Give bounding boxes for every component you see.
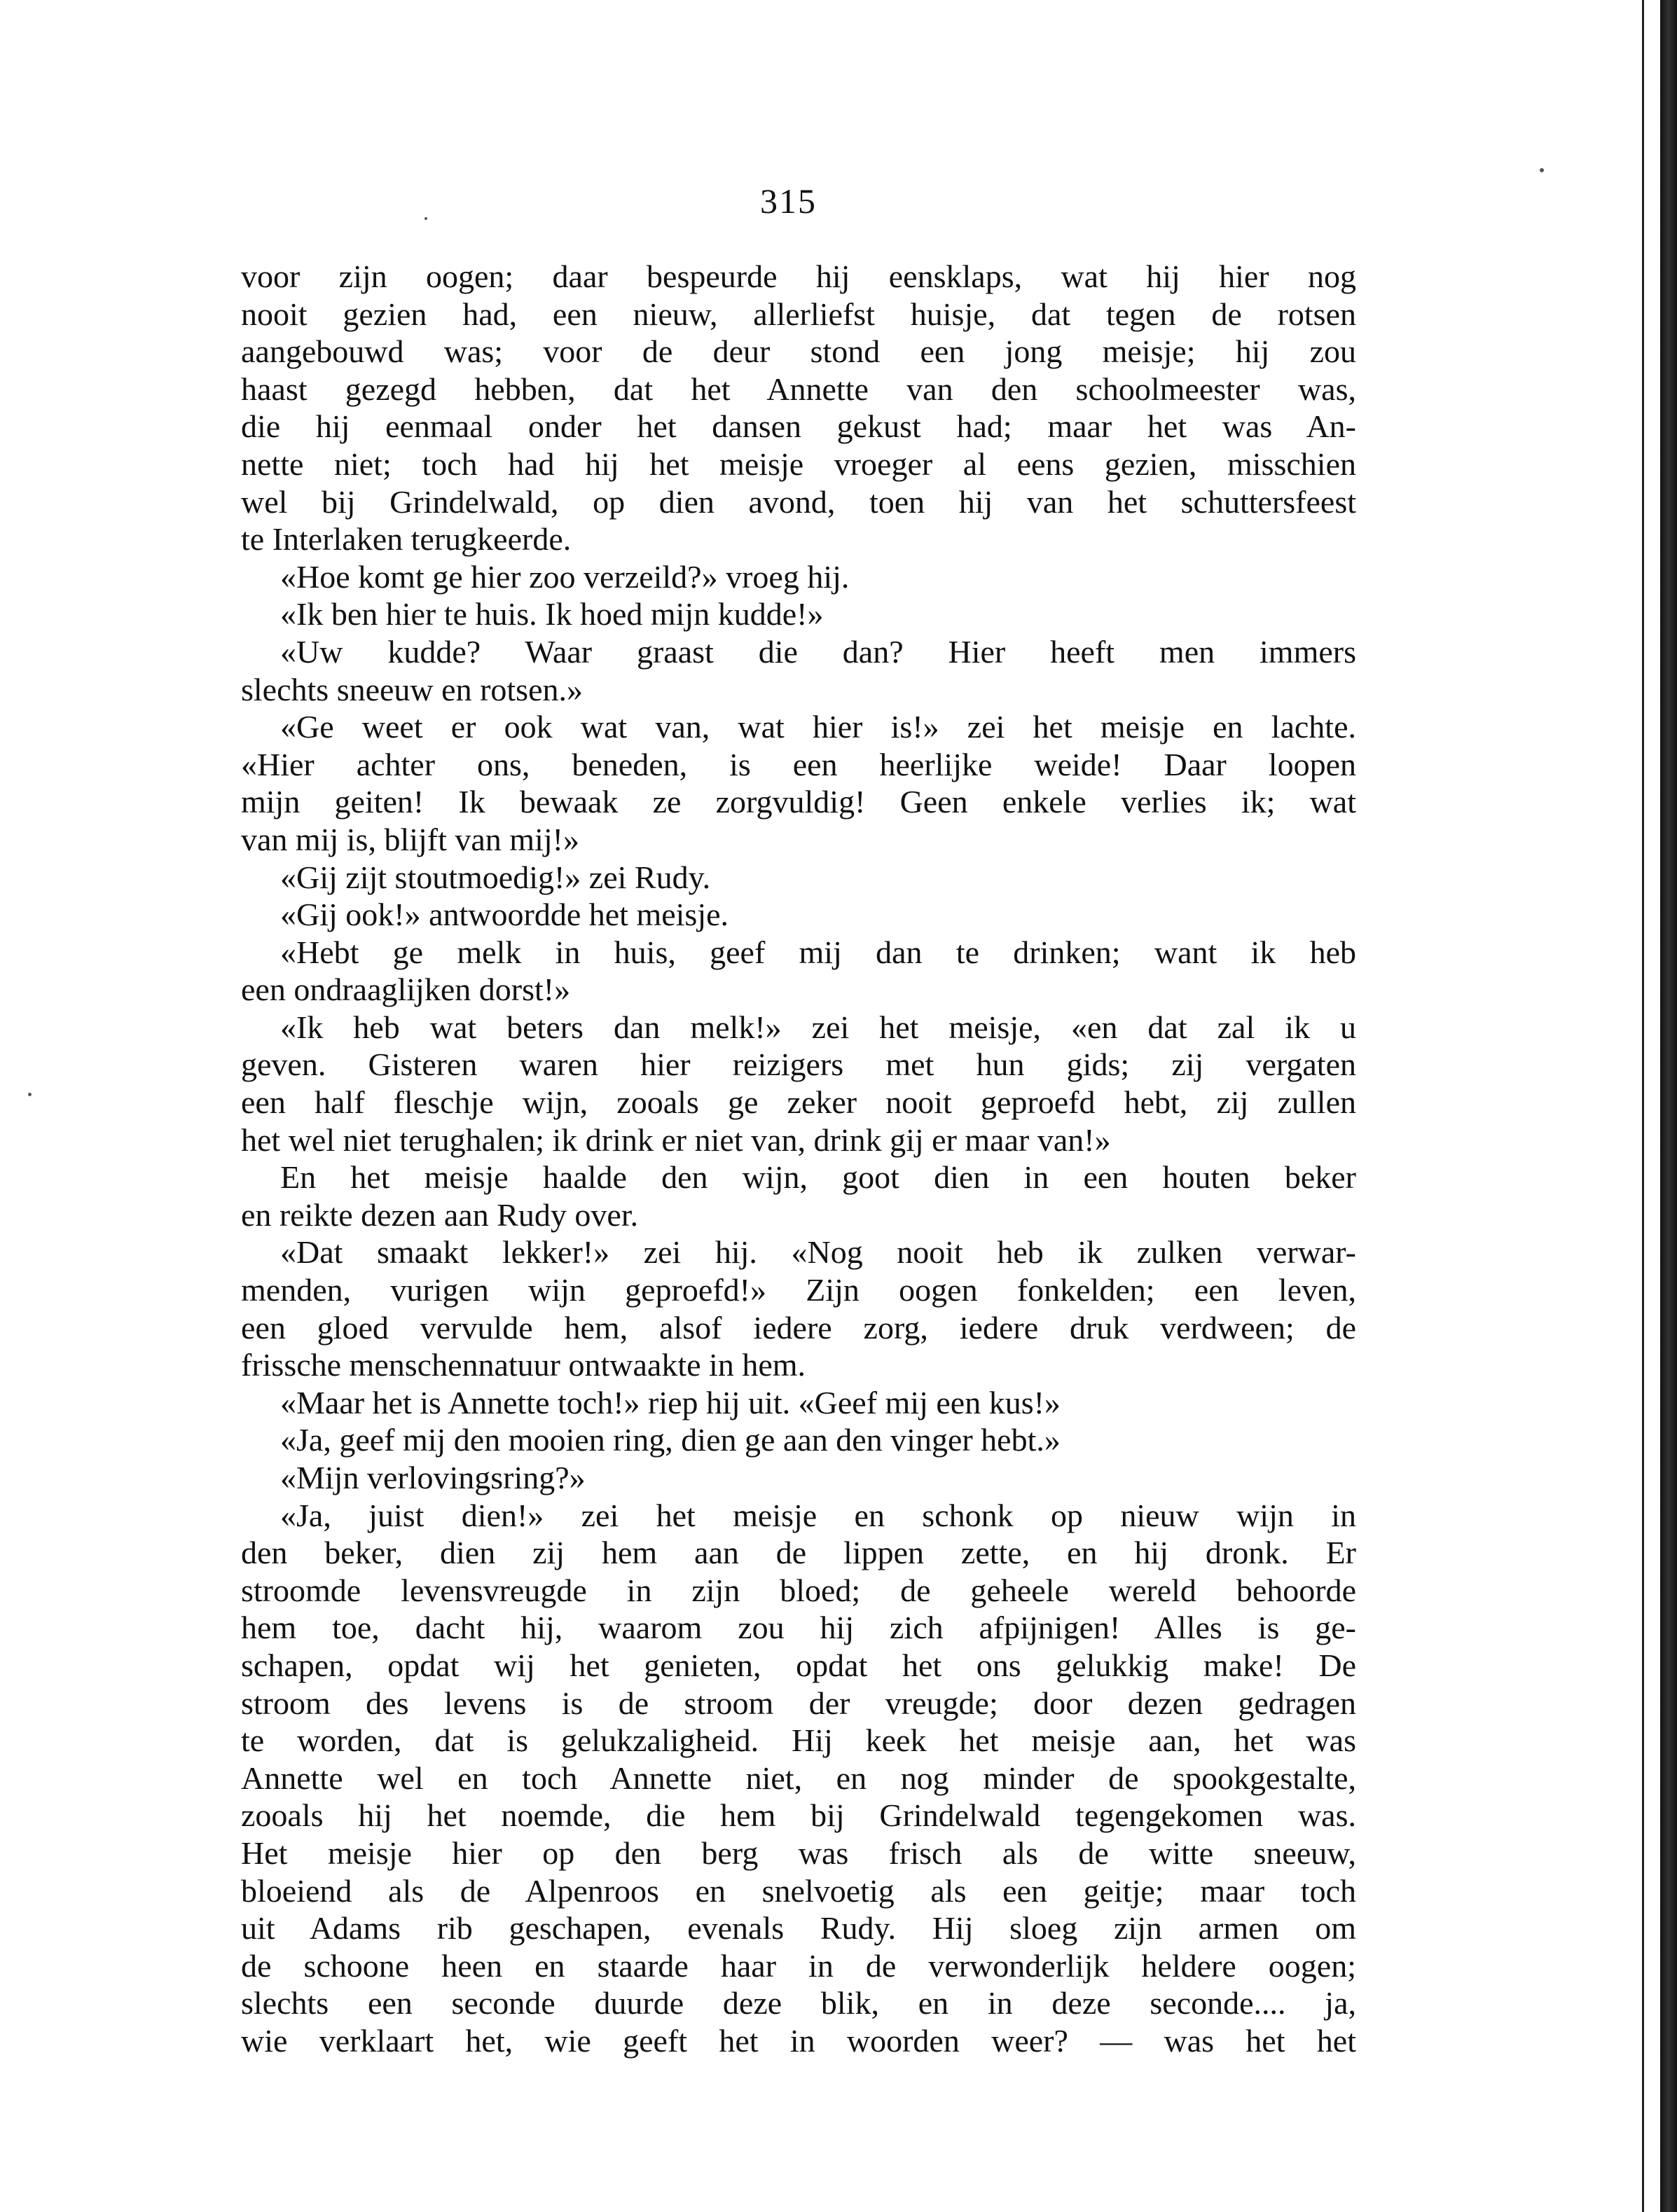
text-line: te worden, dat is gelukzaligheid. Hij keek het meisje aan, het was (241, 1722, 1356, 1759)
text-line: den beker, dien zij hem aan de lippen zette, en hij dronk. Er (241, 1535, 1356, 1571)
text-line: nette niet; toch had hij het meisje vroeger al eens gezien, misschien (241, 445, 1356, 482)
text-line: een half fleschje wijn, zooals ge zeker nooit geproefd hebt, zij zullen (241, 1084, 1356, 1121)
text-line: «Mijn verlovingsring?» (280, 1460, 586, 1495)
text-line: slechts een seconde duurde deze blik, en in deze seconde.... ja, (241, 1985, 1356, 2021)
text-line: een gloed vervulde hem, alsof iedere zorg, iedere druk verdween; de (241, 1309, 1356, 1346)
text-line: «Hoe komt ge hier zoo verzeild?» vroeg hij. (280, 558, 850, 595)
text-line: «Ik ben hier te huis. Ik hoed mijn kudde!» (280, 596, 824, 633)
text-line: menden, vurigen wijn geproefd!» Zijn oogen fonkelden; een leven, (241, 1272, 1356, 1308)
text-line: «Hebt ge melk in huis, geef mij dan te drinken; want ik heb (280, 934, 1356, 970)
text-line: «Ja, juist dien!» zei het meisje en schonk op nieuw wijn in (280, 1497, 1356, 1533)
text-line: «Gij zijt stoutmoedig!» zei Rudy. (280, 859, 711, 895)
text-line: wie verklaart het, wie geeft het in woorden weer? — was het het (241, 2022, 1356, 2059)
text-line: mijn geiten! Ik bewaak ze zorgvuldig! Geen enkele verlies ik; wat (241, 784, 1356, 820)
text-line: uit Adams rib geschapen, evenals Rudy. Hij sloeg zijn armen om (241, 1910, 1356, 1947)
text-line: En het meisje haalde den wijn, goot dien in een houten beker (280, 1159, 1356, 1196)
page-number: 315 (760, 181, 817, 221)
text-line: «Hier achter ons, beneden, is een heerlijke weide! Daar loopen (241, 746, 1356, 782)
text-line: «Ge weet er ook wat van, wat hier is!» zei het meisje en lachte. (280, 709, 1356, 745)
text-line: wel bij Grindelwald, op dien avond, toen hij van het schuttersfeest (241, 483, 1356, 520)
text-line: Annette wel en toch Annette niet, en nog minder de spookgestalte, (241, 1760, 1356, 1796)
text-line: «Uw kudde? Waar graast die dan? Hier heeft men immers (280, 633, 1356, 670)
text-line: schapen, opdat wij het genieten, opdat het ons gelukkig make! De (241, 1647, 1356, 1683)
text-line: voor zijn oogen; daar bespeurde hij eensklaps, wat hij hier nog (241, 258, 1356, 294)
text-line: hem toe, dacht hij, waarom zou hij zich afpijnigen! Alles is ge- (241, 1610, 1356, 1646)
text-line: die hij eenmaal onder het dansen gekust had; maar het was An- (241, 408, 1356, 445)
text-line: aangebouwd was; voor de deur stond een jong meisje; hij zou (241, 333, 1356, 370)
text-line: nooit gezien had, een nieuw, allerliefst huisje, dat tegen de rotsen (241, 296, 1356, 332)
scan-speck (28, 1093, 32, 1096)
scan-speck (425, 217, 427, 220)
text-line: bloeiend als de Alpenroos en snelvoetig als een geitje; maar toch (241, 1872, 1356, 1909)
text-line: «Gij ook!» antwoordde het meisje. (280, 897, 729, 933)
text-line: frissche menschennatuur ontwaakte in hem. (241, 1347, 806, 1383)
text-line: stroomde levensvreugde in zijn bloed; de geheele wereld behoorde (241, 1572, 1356, 1608)
text-line: haast gezegd hebben, dat het Annette van den schoolmeester was, (241, 371, 1356, 407)
text-line: zooals hij het noemde, die hem bij Grindelwald tegengekomen was. (241, 1797, 1356, 1834)
text-line: «Maar het is Annette toch!» riep hij uit. «Geef mij een kus!» (280, 1384, 1061, 1420)
text-line: «Ik heb wat beters dan melk!» zei het meisje, «en dat zal ik u (280, 1009, 1356, 1045)
text-line: slechts sneeuw en rotsen.» (241, 671, 583, 707)
text-line: «Dat smaakt lekker!» zei hij. «Nog nooit heb ik zulken verwar- (280, 1234, 1356, 1271)
text-line: te Interlaken terugkeerde. (241, 521, 572, 558)
text-line: en reikte dezen aan Rudy over. (241, 1196, 639, 1233)
text-line: de schoone heen en staarde haar in de verwonderlijk heldere oogen; (241, 1947, 1356, 1984)
text-line: het wel niet terughalen; ik drink er niet van, drink gij er maar van!» (241, 1121, 1111, 1158)
scan-speck (1540, 168, 1544, 172)
scan-page-edge (1634, 0, 1677, 2212)
text-line: van mij is, blijft van mij!» (241, 821, 579, 857)
text-line: Het meisje hier op den berg was frisch als de witte sneeuw, (241, 1834, 1356, 1871)
text-line: geven. Gisteren waren hier reizigers met hun gids; zij vergaten (241, 1046, 1356, 1083)
text-line: «Ja, geef mij den mooien ring, dien ge aan den vinger hebt.» (280, 1422, 1061, 1458)
text-line: stroom des levens is de stroom der vreugde; door dezen gedragen (241, 1685, 1356, 1721)
body-text (241, 258, 1356, 2060)
text-line: een ondraaglijken dorst!» (241, 972, 571, 1008)
